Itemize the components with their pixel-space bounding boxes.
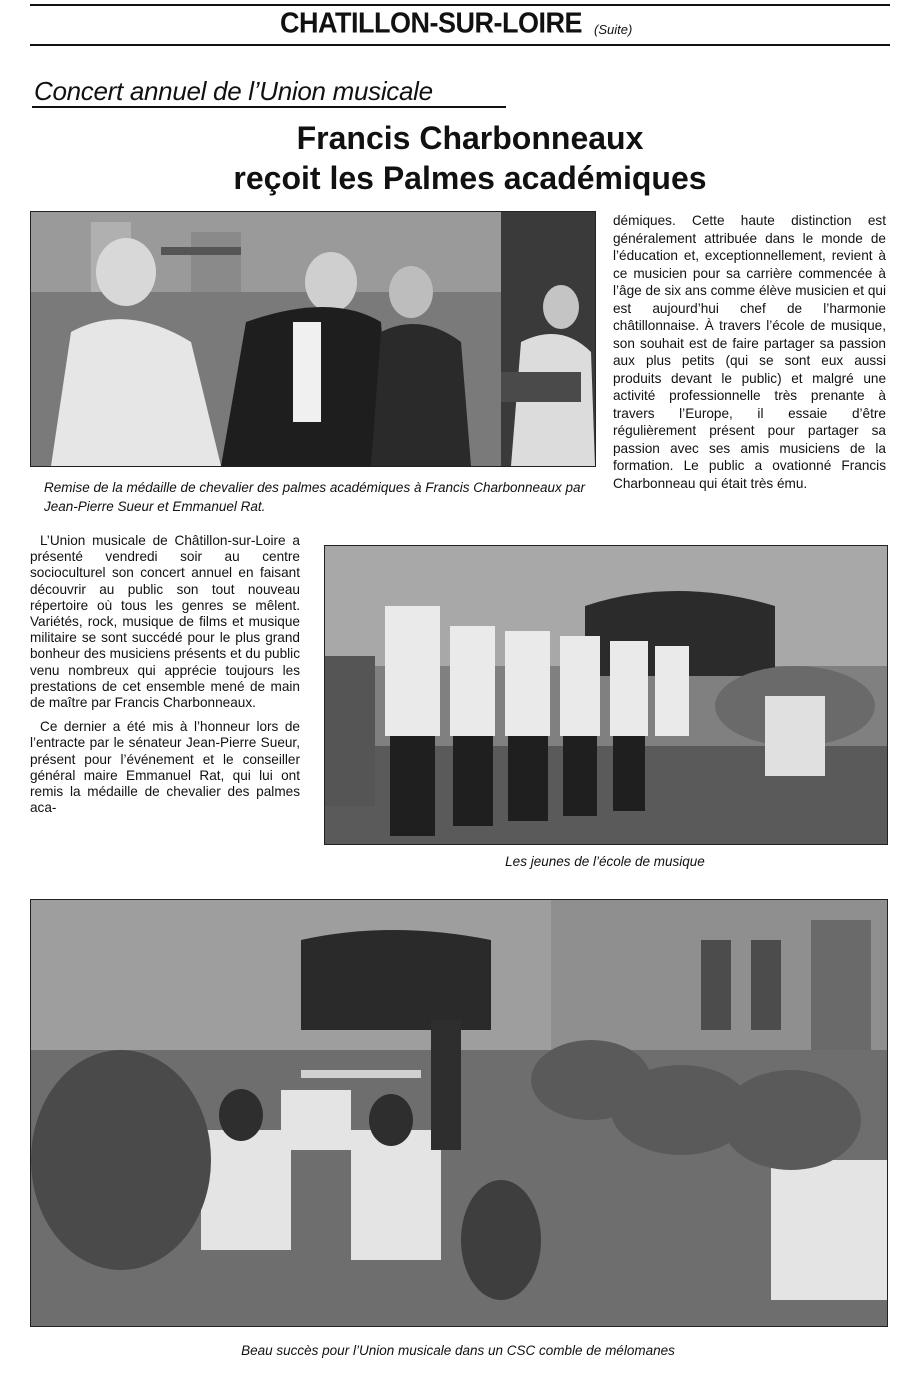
photo-concert-hall xyxy=(30,899,888,1327)
article-kicker: Concert annuel de l’Union musicale xyxy=(34,76,433,106)
photo3-caption: Beau succès pour l’Union musicale dans un CSC comble de mélomanes xyxy=(241,1343,675,1358)
photo-medal-ceremony xyxy=(30,211,596,467)
photo-young-musicians xyxy=(324,545,888,845)
headline-line-2: reçoit les Palmes académiques xyxy=(233,160,707,196)
left-column-text xyxy=(30,533,300,824)
photo2-caption: Les jeunes de l’école de musique xyxy=(505,854,705,869)
right-column-paragraph: démiques. Cette haute distinction est généralement attribuée dans le monde de l’éducation et, exceptionnellement, revient à ce musicien pour sa carrière commencée à l’âge de six ans comme élève musicien et qui est aujourd’hui chef de l’harmonie châtillonnaise. À travers l’école de musique, son souhait est de faire partager sa passion aux plus petits (qui se sont eux aussi produits devant le public) et malgré une activité professionnelle très prenante à travers l’Europe, il essaie d’être régulièrement présent pour partager sa passion avec ses amis musiciens de la formation. Le public a ovationné Francis Charbonneau qui était très ému. xyxy=(613,213,886,491)
header-top-rule xyxy=(30,4,890,6)
photo1-caption: Remise de la médaille de chevalier des palmes académiques à Francis Charbonneaux par Jean-Pierre Sueur et Emmanuel Rat. xyxy=(44,480,586,514)
left-paragraph-2: Ce dernier a été mis à l’honneur lors de l’entracte par le sénateur Jean-Pierre Sueur, présent pour l’événement et le conseiller général maire Emmanuel Rat, qui lui ont remis la médaille de chevalier des palmes aca- xyxy=(30,719,300,816)
section-suite-label: (Suite) xyxy=(594,22,633,37)
right-column-text xyxy=(613,212,886,500)
article-headline xyxy=(160,118,780,198)
kicker-underline xyxy=(32,106,506,108)
header-bottom-rule xyxy=(30,44,890,46)
headline-line-1: Francis Charbonneaux xyxy=(296,120,644,156)
section-title: CHATILLON-SUR-LOIRE xyxy=(280,7,582,39)
left-paragraph-1: L’Union musicale de Châtillon-sur-Loire a présenté vendredi soir au centre socioculturel son concert annuel en faisant découvrir au public son tout nouveau répertoire où tous les genres se mêlent. Variétés, rock, musique de films et musique militaire se sont succédé pour le plus grand bonheur des musiciens présents et du public venu nombreux qui apprécie toujours les prestations de cet ensemble mené de main de maître par Francis Charbonneaux. xyxy=(30,533,300,711)
